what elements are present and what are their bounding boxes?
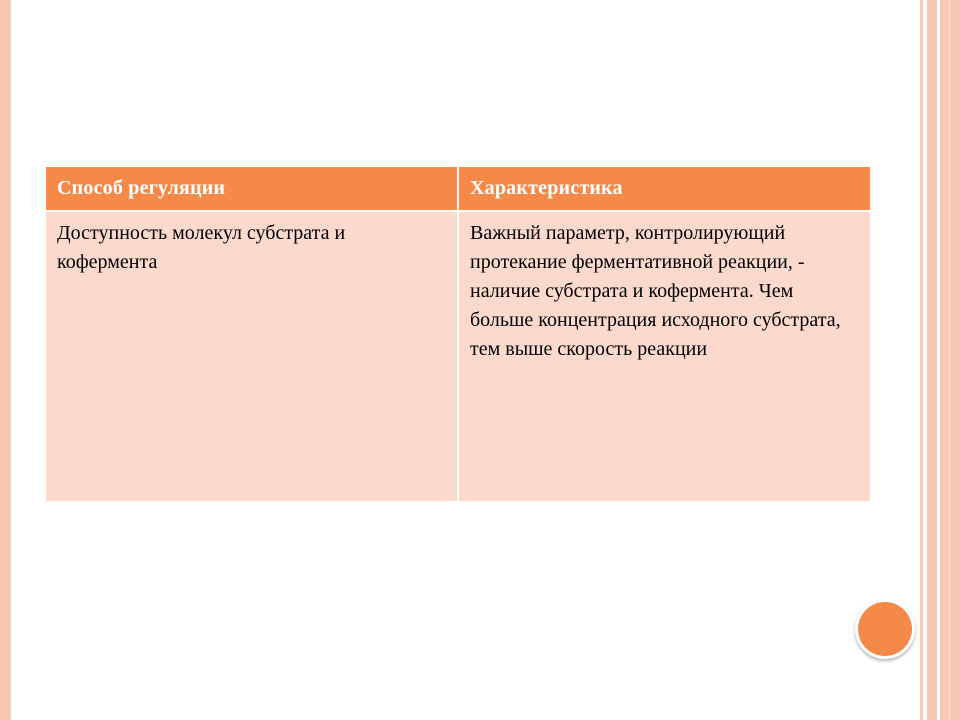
- left-frame-stripe: [0, 0, 11, 720]
- cell-description: Важный параметр, контролирующий протекание ферментативной реакции, - наличие субстрата и кофермента. Чем больше концентрация исходного субстрата, тем выше скорость реакции: [458, 211, 871, 502]
- decorative-orange-circle: [855, 599, 915, 659]
- table-row: [45, 211, 871, 502]
- decorative-orange-circle-fill: [858, 602, 912, 656]
- header-description: Характеристика: [458, 166, 871, 211]
- header-method: Способ регуляции: [45, 166, 458, 211]
- table-header-row: [45, 166, 871, 211]
- regulation-table: [44, 165, 872, 503]
- right-frame-stripes: [918, 0, 960, 720]
- cell-method: Доступность молекул субстрата и кофермента: [45, 211, 458, 502]
